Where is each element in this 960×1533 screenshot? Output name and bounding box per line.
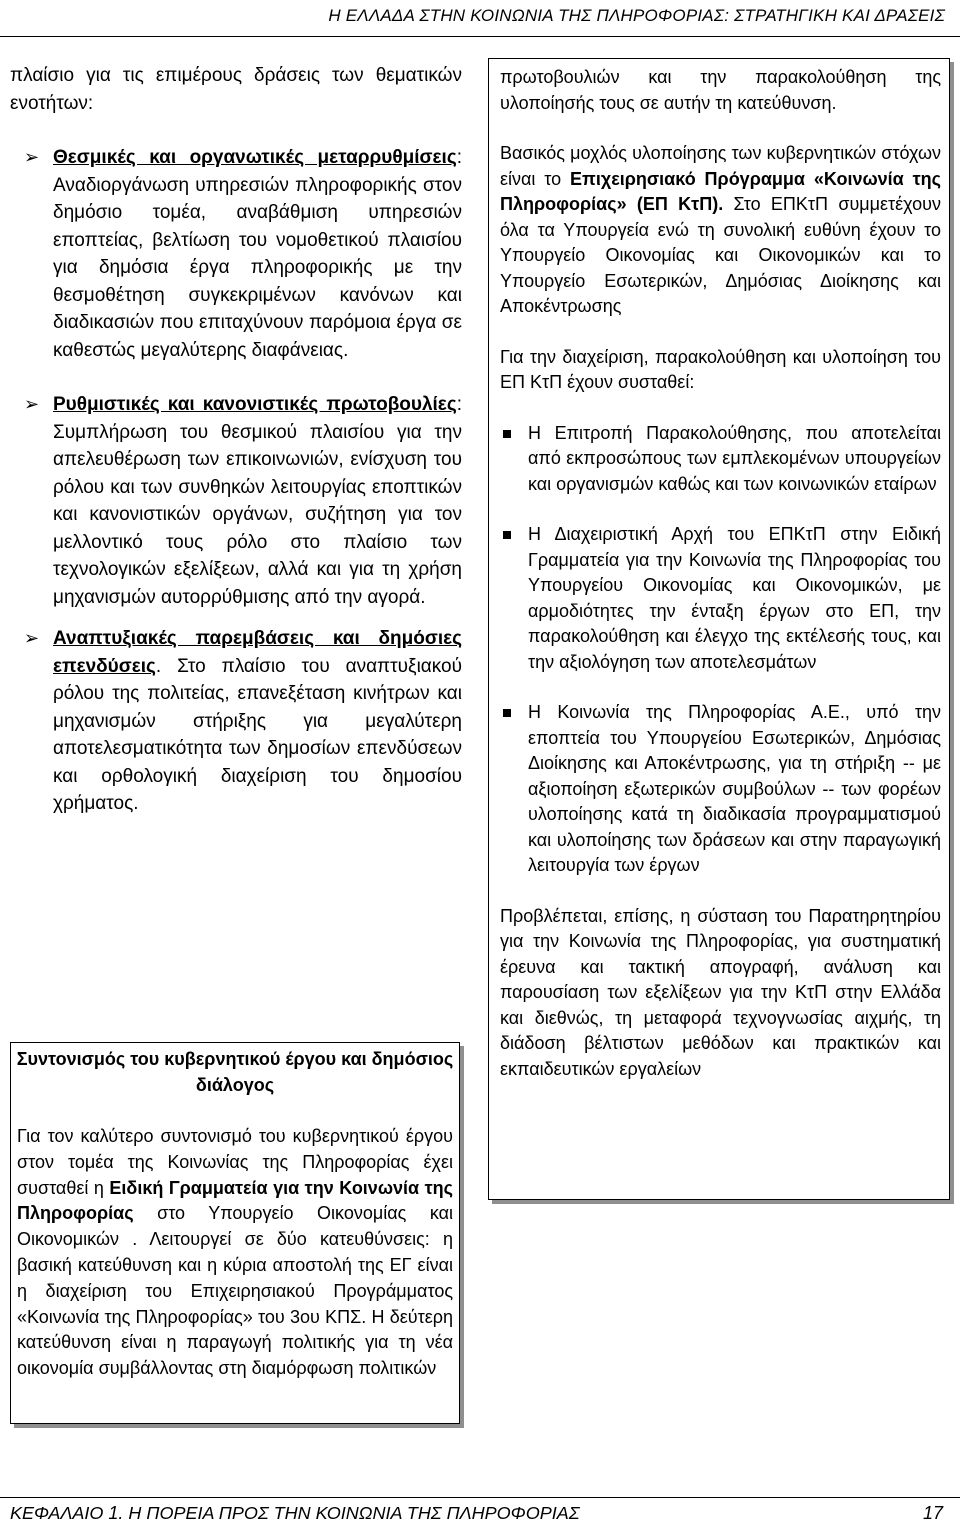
intro-paragraph: πλαίσιο για τις επιμέρους δράσεις των θεματικών ενοτήτων:: [10, 65, 462, 114]
header-rule: [0, 36, 960, 37]
paragraph-text: Βασικός μοχλός υλοποίησης των κυβερνητικών στόχων είναι το: [500, 143, 941, 189]
bullet-sep: :: [456, 394, 462, 415]
bullet-text: Στο πλαίσιο του αναπτυξιακού ρόλου της πολιτείας, επανεξέταση κινήτρων και μηχανισμών στήριξης για μεγαλύτερη αποτελεσματικότητα των δημοσίων επενδύσεων και ορθολογική διαχείριση του δημοσίου χρήματος.: [53, 655, 462, 814]
box-paragraph: [17, 1124, 453, 1382]
box-text: στο Υπουργείο Οικονομίας και Οικονομικών . Λειτουργεί σε δύο κατευθύνσεις: η βασική κατεύθυνση και η κύρια αποστολή της ΕΓ είναι η διαχείριση του Επιχειρησιακού Προγράμματος «Κοινωνία της Πληροφορίας» του 3ου ΚΠΣ. Η δεύτερη κατεύθυνση είναι η παραγωγή πολιτικής για τη νέα οικονομία συμβάλλοντας στη διαμόρφωση πολιτικών: [17, 1203, 453, 1379]
running-header: Η ΕΛΛΑΔΑ ΣΤΗΝ ΚΟΙΝΩΝΙΑ ΤΗΣ ΠΛΗΡΟΦΟΡΙΑΣ: ΣΤΡΑΤΗΓΙΚΗ ΚΑΙ ΔΡΑΣΕΙΣ: [328, 6, 945, 25]
list-item: [500, 522, 941, 675]
chapter-title: ΚΕΦΑΛΑΙΟ 1. Η ΠΟΡΕΙΑ ΠΡΟΣ ΤΗΝ ΚΟΙΝΩΝΙΑ ΤΗΣ ΠΛΗΡΟΦΟΡΙΑΣ: [10, 1503, 580, 1523]
arrow-bullet-icon: ➢: [24, 628, 40, 648]
footer-rule: [0, 1497, 960, 1498]
left-column: [10, 62, 462, 818]
program-box: [488, 58, 950, 1200]
bullet-regulatory: [10, 391, 462, 611]
bullet-text: Συμπλήρωση του θεσμικού πλαισίου για την απελευθέρωση των επικοινωνιών, ενίσχυση του ρόλου και των συνθηκών λειτουργίας εποπτικών και κανονιστικών οργάνων, συζήτηση για τον μελλοντικό τους ρόλο στο πλαίσιο των τεχνολογικών εξελίξεων, αλλά και για τη χρήση μηχανισμών αυτορρύθμισης από την αγορά.: [53, 421, 462, 608]
bullet-sep: .: [155, 655, 162, 677]
list-item-text: Η Κοινωνία της Πληροφορίας Α.Ε., υπό την εποπτεία του Υπουργείου Εσωτερικών, Δημόσιας Διοίκησης και Αποκέντρωσης, για τη στήριξη -- με αξιοποίηση εξωτερικών συμβούλων -- των φορέων υλοποίησης κατά τη διαδικασία προγραμματισμού και υλοποίησης των δράσεων και στην παραγωγική λειτουργία των έργων: [528, 702, 941, 875]
square-bullet-icon: [503, 709, 511, 717]
bullet-development: [10, 625, 462, 818]
list-item: [500, 421, 941, 498]
arrow-bullet-icon: ➢: [24, 147, 40, 167]
box-bold-text: Ειδική Γραμματεία για την Κοινωνία της Πληροφορίας: [17, 1177, 453, 1224]
right-paragraph-2: [500, 141, 941, 320]
arrow-bullet-icon: ➢: [24, 394, 40, 414]
bullet-institutional: [10, 144, 462, 364]
bullet-heading: Ρυθμιστικές και κανονιστικές πρωτοβουλίες: [53, 394, 457, 415]
list-item: [500, 700, 941, 879]
bullet-text: Αναδιοργάνωση υπηρεσιών πληροφορικής στον δημόσιο τομέα, αναβάθμιση υπηρεσιών εποπτείας, βελτίωση του νομοθετικού πλαισίου για δημόσια έργα πληροφορικής με την θεσμοθέτηση συγκεκριμένων κανόνων και διαδικασιών που επιταχύνουν παρόμοια έργα σε καθεστώς μεγαλύτερης διαφάνειας.: [53, 174, 462, 361]
list-item-text: Η Επιτροπή Παρακολούθησης, που αποτελείται από εκπροσώπους των εμπλεκομένων υπουργείων και οργανισμών καθώς και των κοινωνικών εταίρων: [528, 422, 941, 494]
right-paragraph-4: Προβλέπεται, επίσης, η σύσταση του Παρατηρητηρίου για την Κοινωνία της Πληροφορίας, για συστηματική έρευνα και τακτική απογραφή, ανάλυση και παρουσίαση των εξελίξεων για την ΚτΠ στην Ελλάδα και διεθνώς, τη μεταφορά τεχνογνωσίας αιχμής, τη διάδοση βέλτιστων μεθόδων και πρακτικών και εκπαιδευτικών εργαλείων: [500, 905, 941, 1079]
program-bold-text: Επιχειρησιακό Πρόγραμμα «Κοινωνία της Πληροφορίας» (ΕΠ ΚτΠ).: [500, 168, 942, 214]
page-footer: [10, 1503, 943, 1524]
box-title: Συντονισμός του κυβερνητικού έργου και δημόσιος διάλογος: [16, 1049, 454, 1095]
coordination-box: [10, 1042, 460, 1424]
bullet-heading: Θεσμικές και οργανωτικές μεταρρυθμίσεις: [53, 147, 457, 168]
square-bullet-icon: [503, 430, 511, 438]
box-text: Για τον καλύτερο συντονισμό του κυβερνητικού έργου στον τομέα της Κοινωνίας της Πληροφορίας έχει συσταθεί η: [17, 1126, 453, 1198]
bullet-sep: :: [456, 147, 462, 168]
bullet-heading: Αναπτυξιακές παρεμβάσεις και δημόσιες επενδύσεις: [53, 628, 462, 677]
page-number: 17: [922, 1503, 943, 1523]
right-paragraph-3: Για την διαχείριση, παρακολούθηση και υλοποίηση του ΕΠ ΚτΠ έχουν συσταθεί:: [500, 346, 941, 392]
paragraph-text: Στο ΕΠΚτΠ συμμετέχουν όλα τα Υπουργεία ενώ τη συνολική ευθύνη έχουν το Υπουργείο Οικονομίας και Οικονομικών και το Υπουργείο Εσωτερικών, Δημόσιας Διοίκησης και Αποκέντρωσης: [500, 194, 942, 316]
list-item-text: Η Διαχειριστική Αρχή του ΕΠΚτΠ στην Ειδική Γραμματεία για την Κοινωνία της Πληροφορίας του Υπουργείου Οικονομίας και Οικονομικών, με αρμοδιότητες την ένταξη έργων στο ΕΠ, την παρακολούθηση και έλεγχο της εκτέλεσής τους, και την αξιολόγηση των αποτελεσμάτων: [528, 524, 941, 672]
square-bullet-icon: [503, 531, 511, 539]
right-paragraph-1: πρωτοβουλιών και την παρακολούθηση της υλοποίησής τους σε αυτήν τη κατεύθυνση.: [500, 67, 941, 113]
